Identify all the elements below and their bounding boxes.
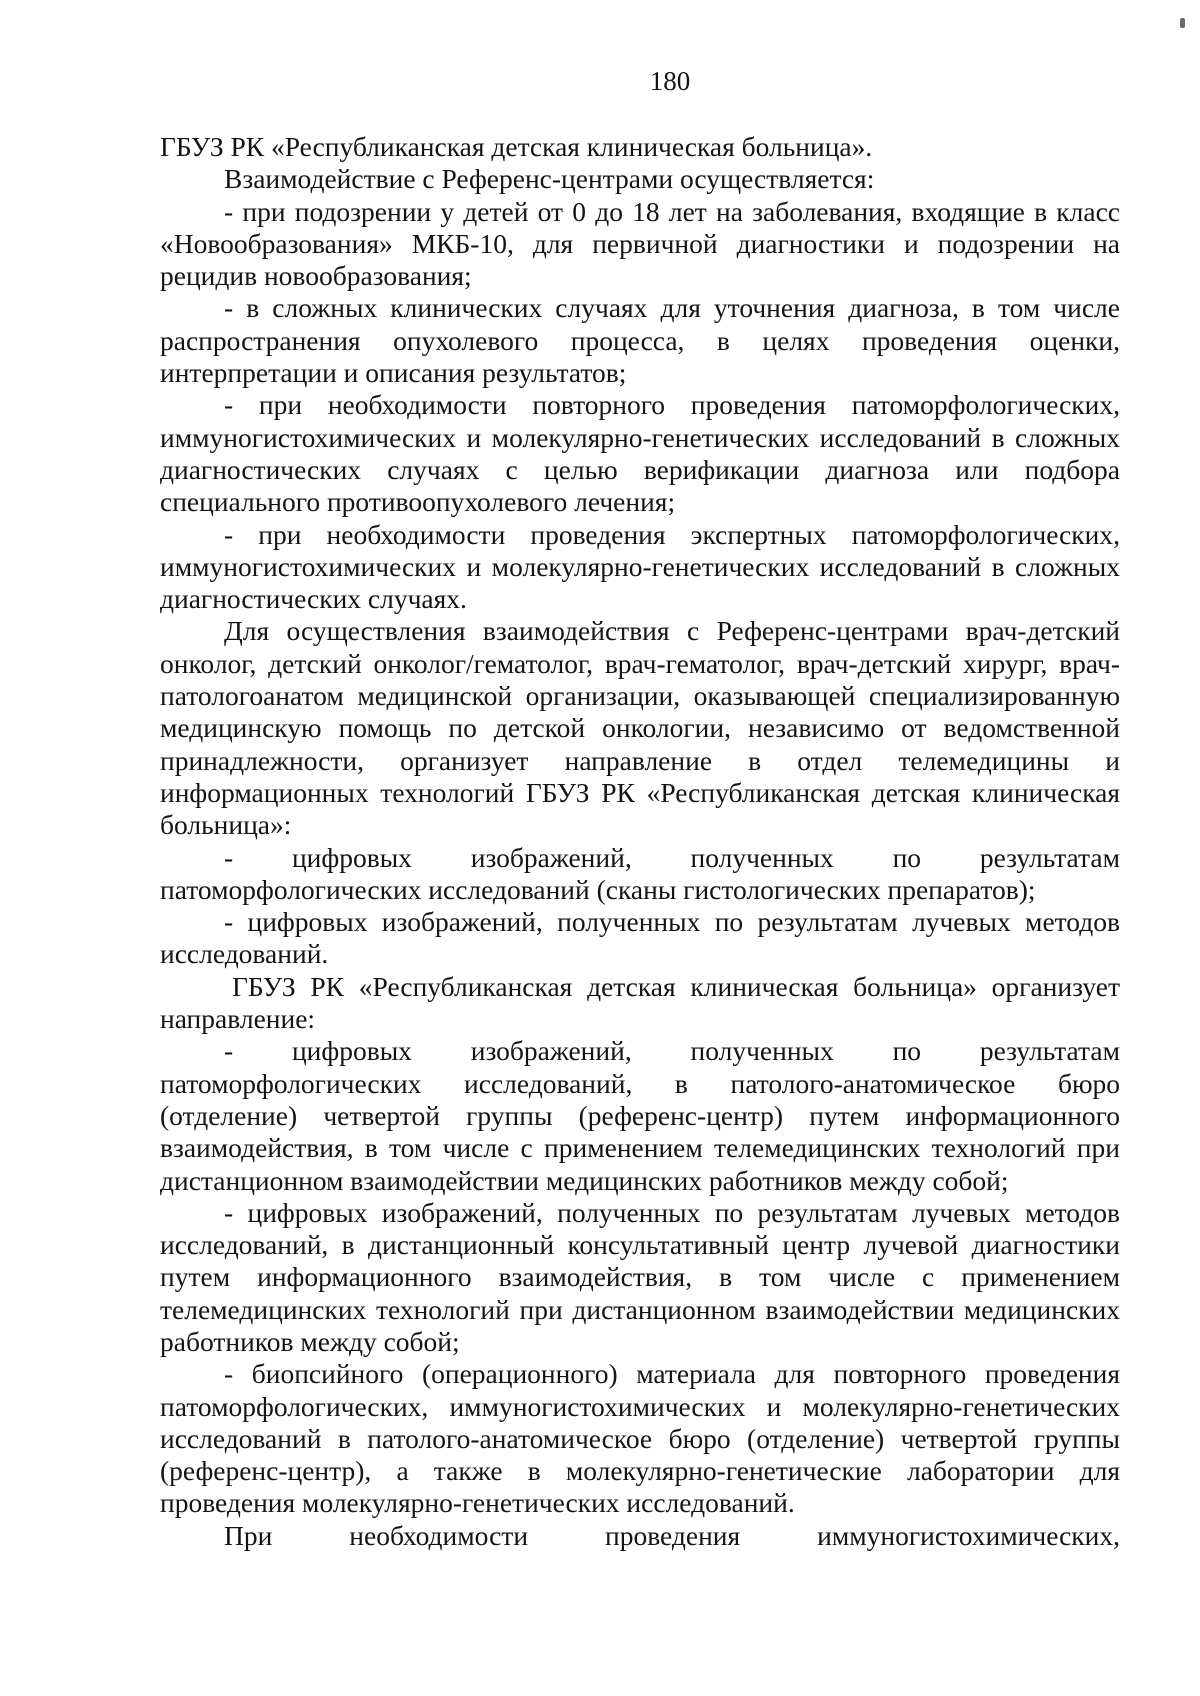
scan-artifact — [1180, 18, 1185, 28]
list-item: - при необходимости проведения экспертных патоморфологических, иммуногистохимических и молекулярно-генетических исследований в сложных диагностических случаях. — [160, 518, 1120, 615]
list-item: - цифровых изображений, полученных по результатам патоморфологических исследований (сканы гистологических препаратов); — [160, 841, 1120, 905]
list-item: - при необходимости повторного проведения патоморфологических, иммуногистохимических и молекулярно-генетических исследований в сложных диагностических случаях с целью верификации диагноза или подбора специального противоопухолевого лечения; — [160, 389, 1120, 518]
paragraph-referral-procedure: Для осуществления взаимодействия с Референс-центрами врач-детский онколог, детский онколог/гематолог, врач-гематолог, врач-детский хирург, врач-патологоанатом медицинской организации, оказывающей специализированную медицинскую помощь по детской онкологии, независимо от ведомственной принадлежности, организует направление в отдел телемедицины и информационных технологий ГБУЗ РК «Республиканская детская клиническая больница»: — [160, 615, 1120, 841]
list-item: - при подозрении у детей от 0 до 18 лет на заболевания, входящие в класс «Новообразования» МКБ-10, для первичной диагностики и подозрении на рецидив новообразования; — [160, 195, 1120, 292]
list-item: - цифровых изображений, полученных по результатам патоморфологических исследований, в патолого-анатомическое бюро (отделение) четвертой группы (референс-центр) путем информационного взаимодействия, в том числе с применением телемедицинских технологий при дистанционном взаимодействии медицинских работников между собой; — [160, 1035, 1120, 1196]
list-item: - цифровых изображений, полученных по результатам лучевых методов исследований. — [160, 906, 1120, 970]
document-body — [160, 131, 1120, 1552]
list-item: - биопсийного (операционного) материала для повторного проведения патоморфологических, иммуногистохимических и молекулярно-генетических исследований в патолого-анатомическое бюро (отделение) четвертой группы (референс-центр), а также в молекулярно-генетические лаборатории для проведения молекулярно-генетических исследований. — [160, 1358, 1120, 1519]
paragraph-interaction-intro: Взаимодействие с Референс-центрами осуществляется: — [224, 163, 875, 195]
list-item: - в сложных клинических случаях для уточнения диагноза, в том числе распространения опухолевого процесса, в целях проведения оценки, интерпретации и описания результатов; — [160, 292, 1120, 389]
paragraph-continuation: При необходимости проведения иммуногистохимических, — [224, 1519, 1120, 1551]
paragraph-hospital-referral: ГБУЗ РК «Республиканская детская клиническая больница» организует направление: — [160, 970, 1120, 1035]
paragraph-institution: ГБУЗ РК «Республиканская детская клиническая больница». — [160, 131, 873, 162]
page-number: 180 — [649, 66, 691, 96]
list-item: - цифровых изображений, полученных по результатам лучевых методов исследований, в дистанционный консультативный центр лучевой диагностики путем информационного взаимодействия, в том числе с применением телемедицинских технологий при дистанционном взаимодействии медицинских работников между собой; — [160, 1196, 1120, 1357]
